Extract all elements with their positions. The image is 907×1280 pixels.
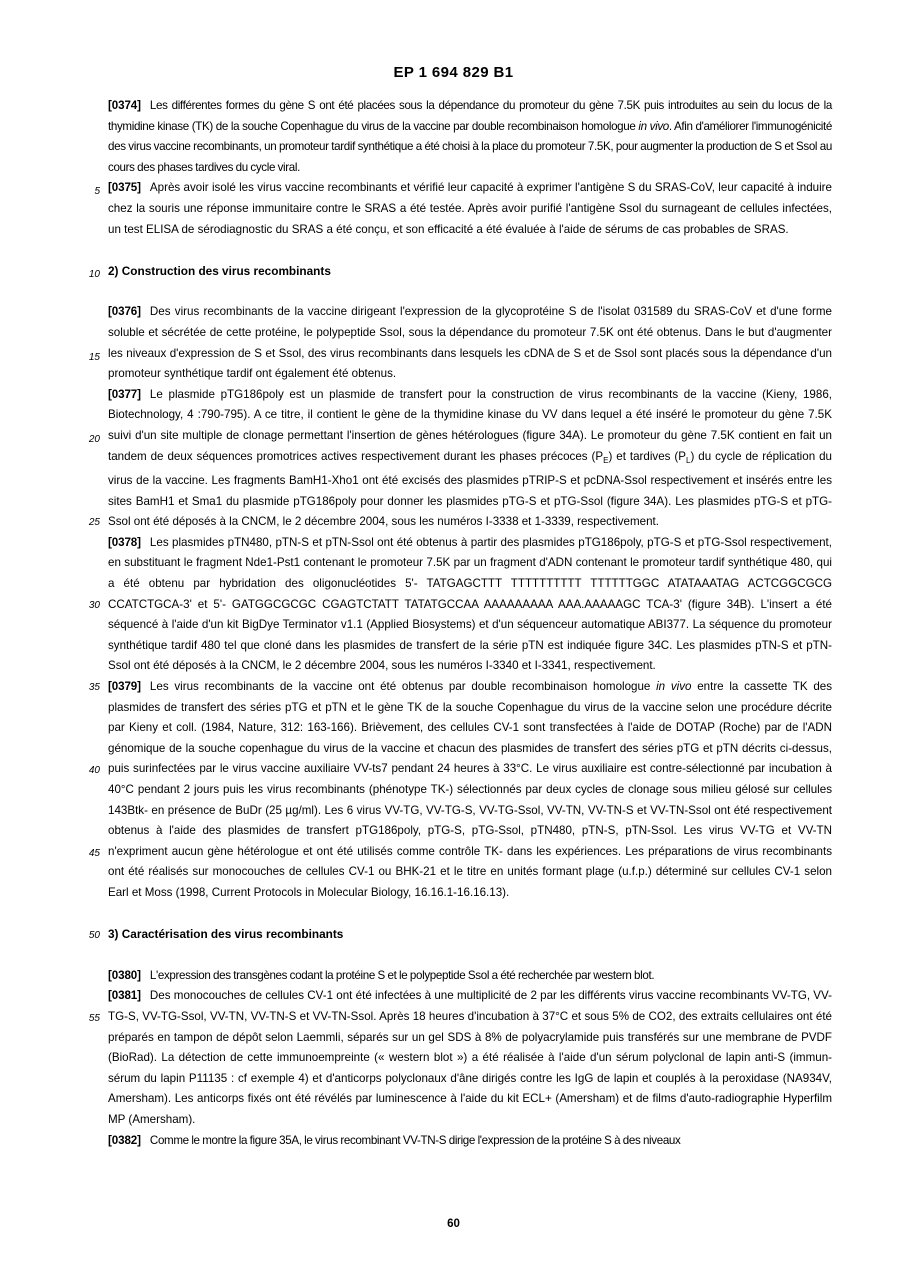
emphasis-in-vivo: in vivo xyxy=(638,119,669,133)
line-number: 20 xyxy=(88,434,100,445)
paragraph-text: Le plasmide pTG186poly est un plasmide de transfert pour la construction de virus recombinants de la vaccine (Kieny, 1986, Biotechnology, 4 :790-795). A ce titre, il contient le gène de la thymidine kinase du VV dans lequel a été inséré le promoteur du gène 7.5K suivi d'un site multiple de clonage permettant l'insertion de gènes hétérologues (figure 34A). Le promoteur du gène 7.5K contient en fait un tandem de deux séquences promotrices actives respectivement durant les phases précoces (P xyxy=(108,387,832,463)
paragraph-number: [0374] xyxy=(108,99,141,112)
paragraph-text: L'expression des transgènes codant la protéine S et le polypeptide Ssol a été recherchée par western blot. xyxy=(149,968,655,982)
line-number: 5 xyxy=(94,186,100,197)
paragraph-0379 xyxy=(108,677,832,904)
page-title: EP 1 694 829 B1 xyxy=(393,64,514,81)
line-number: 40 xyxy=(88,765,100,776)
vertical-spacer xyxy=(108,281,832,302)
subscript-e: E xyxy=(603,455,609,465)
vertical-spacer xyxy=(108,904,832,925)
subscript-l: L xyxy=(686,455,691,465)
line-number: 30 xyxy=(88,600,100,611)
line-number: 25 xyxy=(88,517,100,528)
paragraph-0382 xyxy=(108,1131,832,1152)
paragraph-text: Des virus recombinants de la vaccine dirigeant l'expression de la glycoprotéine S de l'isolat 031589 du SRAS-CoV et d'une forme soluble et sécrétée de cette protéine, le polypeptide Ssol, sous la dépendance du promoteur 7.5K ont été obtenus. Dans le but d'augmenter les niveaux d'expression de S et Ssol, des virus recombinants dans lesquels les cDNA de S et de Ssol sont placés sous la dépendance d'un promoteur synthétique tardif ont également été obtenus. xyxy=(108,305,832,381)
line-number: 35 xyxy=(88,682,100,693)
paragraph-number: [0378] xyxy=(108,535,141,549)
line-number: 55 xyxy=(88,1013,100,1024)
paragraph-text-cont: ) et tardives (P xyxy=(608,449,687,463)
paragraph-number: [0382] xyxy=(108,1133,141,1147)
line-number: 45 xyxy=(88,848,100,859)
vertical-spacer xyxy=(108,945,832,966)
paragraph-text: Comme le montre la figure 35A, le virus recombinant VV-TN-S dirige l'expression de la protéine S à des niveaux xyxy=(149,1133,681,1147)
paragraph-0376 xyxy=(108,302,832,384)
paragraph-text: Après avoir isolé les virus vaccine recombinants et vérifié leur capacité à exprimer l'antigène S du SRAS-CoV, leur capacité à induire chez la souris une réponse immunitaire contre le SRAS a été testée. Après avoir purifié l'antigène Ssol du surnageant de cellules infectées, un test ELISA de sérodiagnostic du SRAS a été conçu, et son efficacité a été évaluée à l'aide de sérums de cas probables de SRAS. xyxy=(108,181,832,236)
paragraph-text: Les virus recombinants de la vaccine ont été obtenus par double recombinaison homologue xyxy=(149,680,657,694)
paragraph-text-cont2: g/ml). Les 6 virus VV-TG, VV-TG-S, VV-TG-Ssol, VV-TN, VV-TN-S et VV-TN-Ssol ont été respectivement obtenus à l'aide des plasmides de transfert pTG186poly, pTG-S, pTG-Ssol, pTN480, pTN-S, pTN-Ssol. Les virus VV-TG et VV-TN n'expriment aucun gène hétérologue et ont été utilisés comme contrôle TK- dans les expériences. Les préparations de virus recombinants ont été réalisés sur monocouches de cellules CV-1 ou BHK-21 et le titre en unités formant plage (u.f.p.) déterminé sur cellules CV-1 selon Earl et Moss (1998, Current Protocols in Molecular Biology, 16.16.1-16.16.13). xyxy=(108,803,832,899)
paragraph-text-cont2: ) du cycle de réplication du virus de la vaccine. Les fragments BamH1-Xho1 ont été excisés des plasmides pTRIP-S et pcDNA-Ssol respectivement et insérés entre les sites BamH1 et Sma1 du plasmide pTG186poly pour donner les plasmides pTG-S et pTG-Ssol (figure 34A). Les plasmides pTG-S et pTG-Ssol ont été déposés à la CNCM, le 2 décembre 2004, sous les numéros I-3338 et 1-3339, respectivement. xyxy=(108,449,832,529)
vertical-spacer xyxy=(108,240,832,261)
paragraph-text: Les plasmides pTN480, pTN-S et pTN-Ssol ont été obtenus à partir des plasmides pTG186poly, pTG-S et pTG-Ssol respectivement, en substituant le fragment Nde1-Pst1 contenant le promoteur 7.5K par un fragment d'ADN contenant le promoteur tardif synthétique 480, qui a été obtenu par hybridation des oligonucléotides 5'- TATGAGCTTT TTTTTTTTTT TTTTTTGGC ATATAAATAG ACTCGGCGCG CCATCTGCA-3' et 5'- GATGGCGCGC CGAGTCTATT TATATGCCAA AAAAAAAAA AAA.AAAAAGC TCA-3' (figure 34B). L'insert a été séquencé à l'aide d'un kit BigDye Terminator v1.1 (Applied Biosystems) et d'un séquenceur automatique ABI377. La séquence du promoteur synthétique tardif 480 tel que cloné dans les plasmides de transfert de la série pTN est indiquée figure 34C. Les plasmides pTN-S et pTN-Ssol ont été déposés à la CNCM, le 2 décembre 2004, sous les numéros I-3340 et I-3341, respectivement. xyxy=(108,535,832,673)
paragraph-0378 xyxy=(108,533,832,677)
paragraph-number: [0379] xyxy=(108,680,141,694)
body-column xyxy=(108,96,832,1151)
paragraph-text-cont: entre la cassette TK des plasmides de transfert des séries pTG et pTN et le gène TK de la souche Copenhague du virus de la vaccine selon une procédure décrite par Kieny et coll. (1984, Nature, 312: 163-166). Brièvement, des cellules CV-1 sont transfectées à l'aide de DOTAP (Roche) par de l'ADN génomique de la souche copenhague du virus de la vaccine et chacun des plasmides de transfert des séries pTG et pTN décrits ci-dessus, puis surinfectées par le virus vaccine auxiliaire VV-ts7 pendant 24 heures à 33°C. Le virus auxiliaire est contre-sélectionné par incubation à 40°C pendant 2 jours puis les virus recombinants (phénotype TK-) sélectionnés par deux cycles de clonage sous milieu gélosé sur cellules 143Btk- en présence de BuDr (25 xyxy=(108,680,833,817)
line-number: 15 xyxy=(88,352,100,363)
paragraph-number: [0381] xyxy=(108,989,141,1003)
paragraph-0375 xyxy=(108,178,832,240)
paragraph-text-cont: . Afin d'améliorer l'immunogénicité des virus vaccine recombinants, un promoteur tardif synthétique a été choisi à la place du promoteur 7.5K, pour augmenter la production de S et Ssol au cours des phases tardives du cycle viral. xyxy=(108,119,832,174)
paragraph-0377 xyxy=(108,385,832,533)
section-heading-3: 3) Caractérisation des virus recombinants xyxy=(108,927,344,942)
line-number: 10 xyxy=(88,269,100,280)
paragraph-text: Des monocouches de cellules CV-1 ont été infectées à une multiplicité de 2 par les différents virus vaccine recombinants VV-TG, VV-TG-S, VV-TG-Ssol, VV-TN, VV-TN-S et VV-TN-Ssol. Après 18 heures d'incubation à 37°C et sous 5% de CO2, des extraits cellulaires ont été préparés en tampon de dépôt selon Laemmli, séparés sur un gel SDS à 8% de polyacrylamide puis transférés sur une membrane de PVDF (BioRad). La détection de cette immunoempreinte (« western blot ») a été réalisée à l'aide d'un sérum polyclonal de lapin anti-S (immun-sérum du lapin P11135 : cf exemple 4) et d'anticorps polyclonaux d'âne dirigés contre les IgG de lapin et couplés à la peroxidase (NA934V, Amersham). Les anticorps fixés ont été révélés par luminescence à l'aide du kit ECL+ (Amersham) et de films d'auto-radiographie Hyperfilm MP (Amersham). xyxy=(108,989,832,1126)
paragraph-0381 xyxy=(108,986,832,1130)
page-footer-number: 60 xyxy=(447,1218,460,1230)
emphasis-in-vivo: in vivo xyxy=(656,680,692,694)
paragraph-0380 xyxy=(108,966,832,987)
line-number: 50 xyxy=(88,930,100,941)
micro-symbol: µ xyxy=(285,803,293,817)
section-heading-2: 2) Construction des virus recombinants xyxy=(108,263,331,278)
paragraph-number: [0376] xyxy=(108,305,141,319)
paragraph-number: [0380] xyxy=(108,968,141,982)
paragraph-number: [0377] xyxy=(108,387,141,401)
paragraph-0374 xyxy=(108,96,832,178)
paragraph-number: [0375] xyxy=(108,181,141,195)
paragraph-text: Les différentes formes du gène S ont été placées sous la dépendance du promoteur du gène 7.5K puis introduites au sein du locus de la thymidine kinase (TK) de la souche Copenhague du virus de la vaccine par double recombinaison homologue xyxy=(108,99,832,133)
